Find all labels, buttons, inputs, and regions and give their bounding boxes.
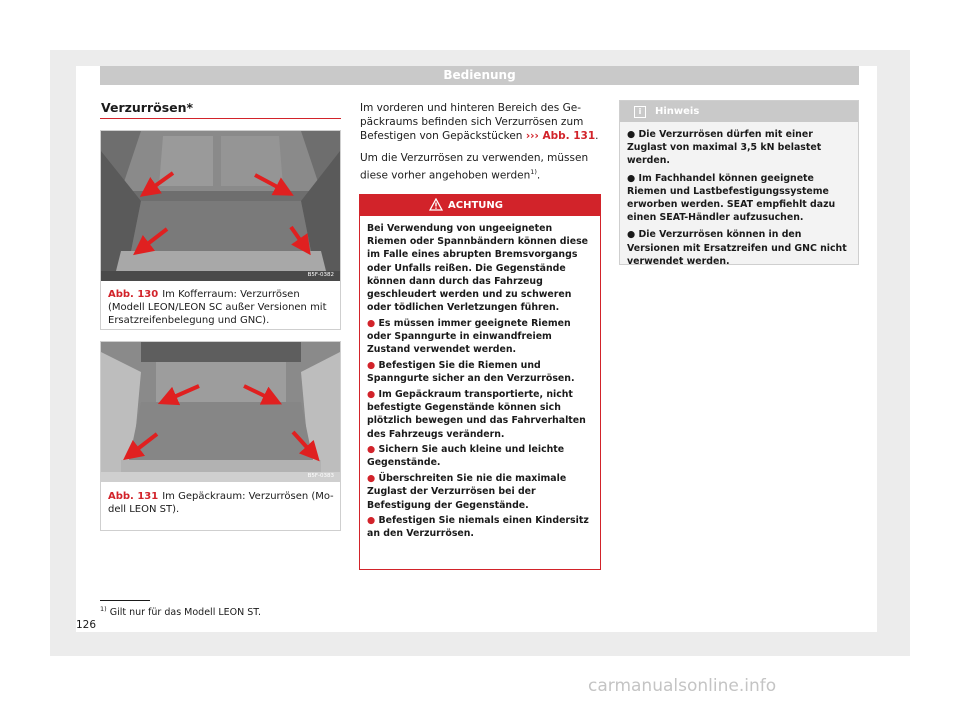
title-underline bbox=[100, 118, 341, 119]
bullet-icon: ● bbox=[367, 444, 379, 456]
bullet-icon: ● bbox=[367, 360, 379, 372]
bullet-icon: ● bbox=[627, 229, 639, 241]
footnote-rule bbox=[100, 600, 150, 601]
note-item: ● Die Verzurrösen können in den Versionen mit Ersatzreifen und GNC nicht verwendet werden. bbox=[627, 229, 847, 267]
paragraph-text: Um die Verzurrösen zu verwenden, müssen diese vorher angehoben werden bbox=[360, 152, 589, 182]
bullet-icon: ● bbox=[367, 317, 379, 329]
figure-caption bbox=[108, 288, 336, 327]
figure-131 bbox=[100, 341, 341, 531]
trunk-photo-131 bbox=[101, 342, 340, 482]
trunk-photo-130 bbox=[101, 131, 340, 281]
figure-caption bbox=[108, 490, 336, 516]
figure-code: B5F-0382 bbox=[307, 272, 334, 278]
bullet-icon: ● bbox=[627, 129, 639, 140]
figure-code: B5F-0383 bbox=[307, 473, 334, 479]
footnote bbox=[100, 605, 261, 618]
note-header bbox=[620, 101, 858, 122]
warning-item: ● Sichern Sie auch kleine und leichte Gegenstände. bbox=[367, 444, 565, 469]
note-body bbox=[627, 128, 855, 272]
footnote-marker: 1) bbox=[100, 605, 107, 613]
warning-item: ● Befestigen Sie die Riemen und Spanngurte sicher an den Verzurrösen. bbox=[367, 360, 575, 385]
page-number: 126 bbox=[76, 619, 97, 631]
warning-header bbox=[360, 195, 600, 216]
figure-label: Abb. 130 bbox=[108, 289, 159, 300]
figure-label: Abb. 131 bbox=[108, 491, 159, 502]
warning-body bbox=[367, 222, 595, 543]
info-icon: i bbox=[634, 106, 646, 118]
caption-text: Im Kofferraum: Verzurrösen (Modell LEON/LEON SC außer Versionen mit Ersatzreifenbelegung und GNC). bbox=[108, 289, 327, 326]
section-title: Verzurrösen* bbox=[101, 100, 194, 115]
caption-text: Im Gepäckraum: Verzurrösen (Modell LEON ST). bbox=[108, 491, 334, 515]
warning-item: ● Im Gepäckraum transportierte, nicht befestigte Gegenstände können sich plötzlich bewegen und das Fahrverhalten des Fahrzeugs verändern. bbox=[367, 388, 586, 440]
warning-title: ACHTUNG bbox=[448, 200, 503, 211]
figure-130 bbox=[100, 130, 341, 330]
note-box bbox=[619, 100, 859, 265]
warning-item: ● Befestigen Sie niemals einen Kindersitz an den Verzurrösen. bbox=[367, 515, 589, 540]
bullet-icon: ● bbox=[367, 515, 379, 527]
note-item: ● Im Fachhandel können geeignete Riemen und Lastbefestigungssysteme erworben werden. SEAT empfiehlt dazu einen SEAT-Händler aufzusuchen. bbox=[627, 172, 836, 224]
paragraph-end: . bbox=[536, 169, 541, 182]
body-paragraph-2 bbox=[360, 151, 600, 183]
warning-intro: Bei Verwendung von ungeeigneten Riemen oder Spannbändern können diese im Falle eines abrupten Bremsvorgangs oder Unfalls reißen. Die Gegenstände können dann durch das Fahrzeug geschleudert werden und zu schweren oder tödlichen Verletzungen führen. bbox=[367, 223, 589, 314]
bullet-icon: ● bbox=[367, 473, 379, 485]
watermark: carmanualsonline.info bbox=[588, 676, 777, 696]
warning-item: ● Es müssen immer geeignete Riemen oder Spanngurte in einwandfreiem Zustand verwendet werden. bbox=[367, 317, 571, 356]
warning-triangle-icon bbox=[429, 198, 443, 214]
figure-reference-link[interactable]: ››› Abb. 131 bbox=[525, 130, 596, 142]
note-title: Hinweis bbox=[655, 106, 700, 117]
footnote-marker: 1) bbox=[530, 168, 537, 176]
warning-box bbox=[359, 194, 601, 570]
paragraph-end: . bbox=[595, 130, 599, 142]
footnote-text: Gilt nur für das Modell LEON ST. bbox=[109, 607, 261, 619]
note-item: ● Die Verzurrösen dürfen mit einer Zuglast von maximal 3,5 kN belastet werden. bbox=[627, 129, 822, 167]
warning-item: ● Überschreiten Sie nie die maximale Zuglast der Verzurrösen bei der Befestigung der Gegenstände. bbox=[367, 473, 567, 511]
paragraph-text: Im vorderen und hinteren Bereich des Gepäckraums befinden sich Verzurrösen zum Befestigen von Gepäckstücken bbox=[360, 102, 584, 142]
chapter-header: Bedienung bbox=[100, 66, 859, 85]
bullet-icon: ● bbox=[367, 388, 379, 400]
body-paragraph-1 bbox=[360, 101, 600, 143]
bullet-icon: ● bbox=[627, 172, 639, 184]
